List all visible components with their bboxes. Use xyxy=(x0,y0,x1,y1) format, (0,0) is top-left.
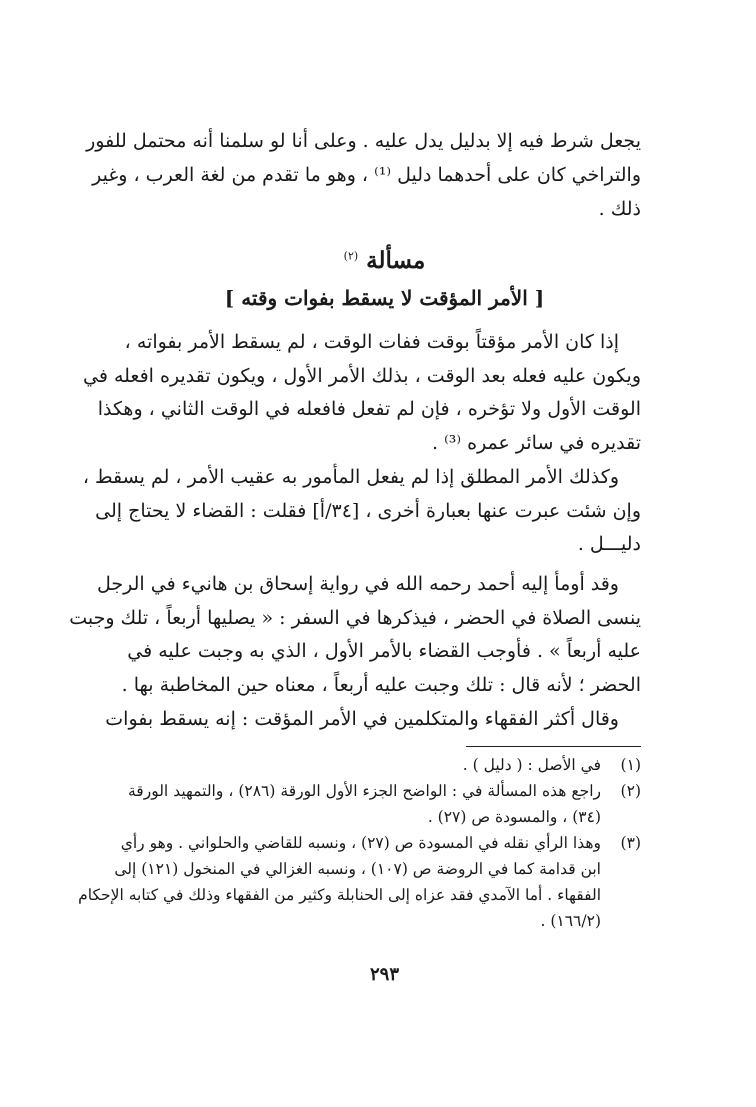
text-line: وكذلك الأمر المطلق إذا لم يفعل المأمور به عقيب الأمر ، لم يسقط ، xyxy=(82,466,619,488)
text-line: الوقت الأول ولا تؤخره ، فإن لم تفعل فافعله في الوقت الثاني ، وهكذا xyxy=(97,398,641,420)
footnote-line: راجع هذه المسألة في : الواضح الجزء الأول الورقة (٢٨٦) ، والتمهيد الورقة xyxy=(128,782,601,800)
section-title-text: مسألة xyxy=(366,247,426,274)
text-line: يجعل شرط فيه إلا بدليل يدل عليه . وعلى أنا لو سلمنا أنه محتمل للفور xyxy=(86,130,641,152)
text-line: والتراخي كان على أحدهما دليل ⁽¹⁾ ، وهو ما تقدم من لغة العرب ، وغير xyxy=(92,164,641,186)
footnote-line: (٣٤) ، والمسودة ص (٢٧) . xyxy=(427,808,601,826)
section-subtitle: [ الأمر المؤقت لا يسقط بفوات وقته ] xyxy=(224,286,545,310)
footnote-number: (٣) xyxy=(620,834,641,852)
paragraph-4 xyxy=(105,703,641,737)
footnote-line: (١٦٦/٢) . xyxy=(540,912,601,930)
text-line: إذا كان الأمر مؤقتاً بوقت ففات الوقت ، لم يسقط الأمر بفواته ، xyxy=(124,331,619,353)
text-line: الحضر ؛ لأنه قال : تلك وجبت عليه أربعاً ، معناه حين المخاطبة بها . xyxy=(121,673,641,696)
paragraph-1 xyxy=(82,326,641,460)
text-line: ويكون عليه فعله بعد الوقت ، بذلك الأمر الأول ، ويكون تقديره افعله في xyxy=(82,364,641,387)
page-number: ٢٩٣ xyxy=(369,964,399,985)
footnote-separator xyxy=(466,746,641,747)
footnote-number: (١) xyxy=(620,756,641,774)
footnote-line: وهذا الرأي نقله في المسودة ص (٢٧) ، ونسبه للقاضي والحلواني . وهو رأي xyxy=(120,834,601,852)
opening-paragraph xyxy=(86,124,641,226)
footnotes xyxy=(78,752,641,934)
text-line: عليه أربعاً » . فأوجب القضاء بالأمر الأول ، الذي به وجبت عليه في xyxy=(127,640,641,662)
footnote-1 xyxy=(128,752,641,778)
paragraph-3 xyxy=(69,568,641,702)
footnote-line: في الأصل : ( دليل ) . xyxy=(462,756,601,774)
footnote-2 xyxy=(128,778,641,830)
section-title xyxy=(128,243,641,279)
footnote-number: (٢) xyxy=(620,782,641,800)
footnote-3 xyxy=(78,830,641,934)
footnote-line: ابن قدامة كما في الروضة ص (١٠٧) ، ونسبه الغزالي في المنخول (١٢١) إلى xyxy=(114,860,601,878)
text-line: تقديره في سائر عمره ⁽³⁾ . xyxy=(432,431,641,454)
text-line: وقد أومأ إليه أحمد رحمه الله في رواية إسحاق بن هانيء في الرجل xyxy=(97,573,619,595)
text-line: ذلك . xyxy=(598,198,641,220)
text-line: ينسى الصلاة في الحضر ، فيذكرها في السفر : « يصليها أربعاً ، تلك وجبت xyxy=(69,606,641,629)
text-line: وقال أكثر الفقهاء والمتكلمين في الأمر المؤقت : إنه يسقط بفوات xyxy=(105,708,619,730)
footnote-line: الفقهاء . أما الآمدي فقد عزاه إلى الحنابلة وكثير من الفقهاء وذلك في كتابه الإحكام xyxy=(78,886,601,904)
text-line: وإن شئت عبرت عنها بعبارة أخرى ، [٣٤/أ] فقلت : القضاء لا يحتاج إلى xyxy=(95,499,641,522)
text-line: دليـــل . xyxy=(577,533,641,555)
section-title-footnote-ref: (٢) xyxy=(343,249,359,263)
paragraph-2 xyxy=(82,461,641,562)
